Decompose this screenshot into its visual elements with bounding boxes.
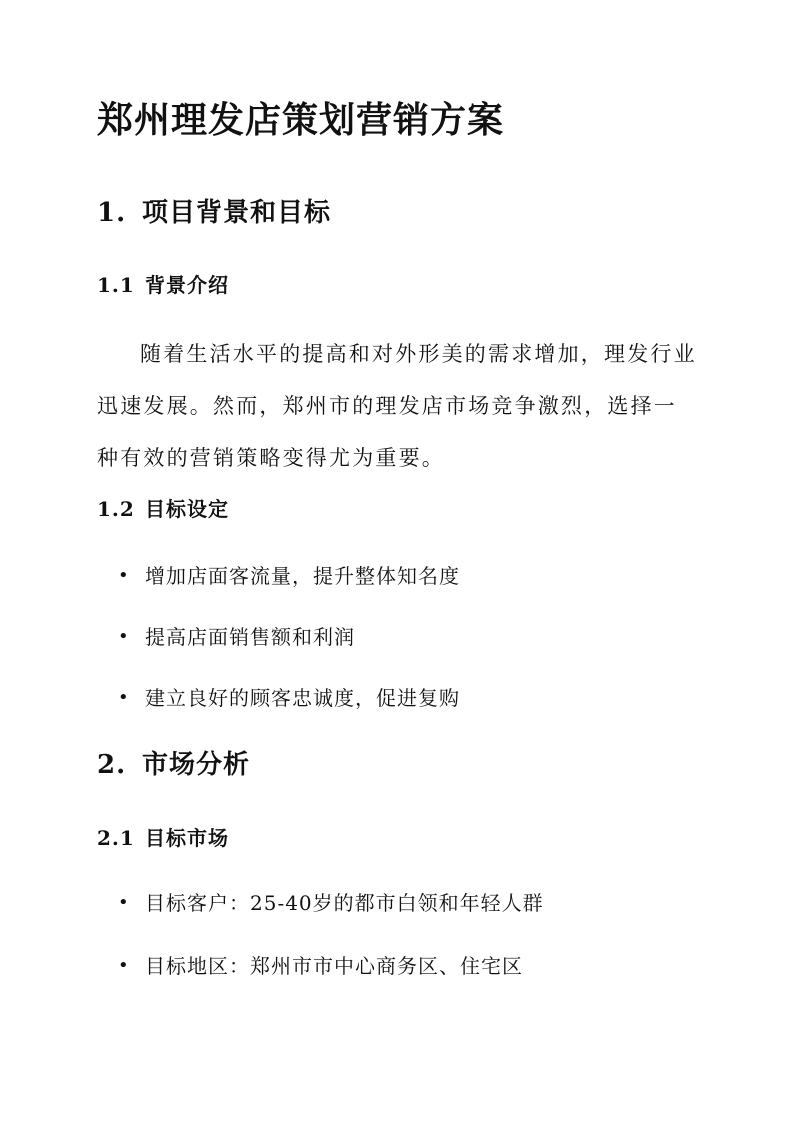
subsection-1-1-title: 背景介绍 [145, 273, 229, 297]
background-paragraph: 随着生活水平的提高和对外形美的需求增加，理发行业迅速发展。然而，郑州市的理发店市场竞争激烈，选择一种有效的营销策略变得尤为重要。 [97, 342, 697, 470]
subsection-1-1-heading [97, 271, 229, 299]
bullet-point-icon: • [118, 626, 130, 647]
bullet-point-icon: • [118, 892, 130, 913]
subsection-1-2-heading [97, 495, 229, 523]
market-item-text: 目标客户：25-40岁的都市白领和年轻人群 [145, 891, 544, 915]
market-list-item [118, 889, 544, 917]
subsection-2-1-title: 目标市场 [145, 826, 229, 850]
goal-item-text: 提高店面销售额和利润 [145, 625, 355, 649]
section-2-heading [97, 748, 250, 782]
market-item-text: 目标地区：郑州市市中心商务区、住宅区 [145, 954, 523, 978]
subsection-1-1-number: 1.1 [97, 273, 135, 297]
document-title: 郑州理发店策划营销方案 [97, 99, 505, 141]
section-1-number: 1. [97, 198, 127, 228]
subsection-2-1-number: 2.1 [97, 826, 135, 850]
subsection-2-1-heading [97, 824, 229, 852]
bullet-point-icon: • [118, 565, 130, 586]
subsection-1-2-number: 1.2 [97, 497, 135, 521]
section-2-number: 2. [97, 750, 127, 780]
bullet-point-icon: • [118, 955, 130, 976]
goal-list-item [118, 684, 460, 712]
subsection-1-2-title: 目标设定 [145, 497, 229, 521]
section-1-heading [97, 196, 331, 230]
bullet-point-icon: • [118, 687, 130, 708]
goal-list-item [118, 562, 460, 590]
goal-list-item [118, 623, 355, 651]
goal-item-text: 增加店面客流量，提升整体知名度 [145, 564, 460, 588]
section-1-title: 项目背景和目标 [142, 198, 332, 228]
section-2-title: 市场分析 [142, 750, 251, 780]
market-list-item [118, 952, 523, 980]
goal-item-text: 建立良好的顾客忠诚度，促进复购 [145, 686, 460, 710]
